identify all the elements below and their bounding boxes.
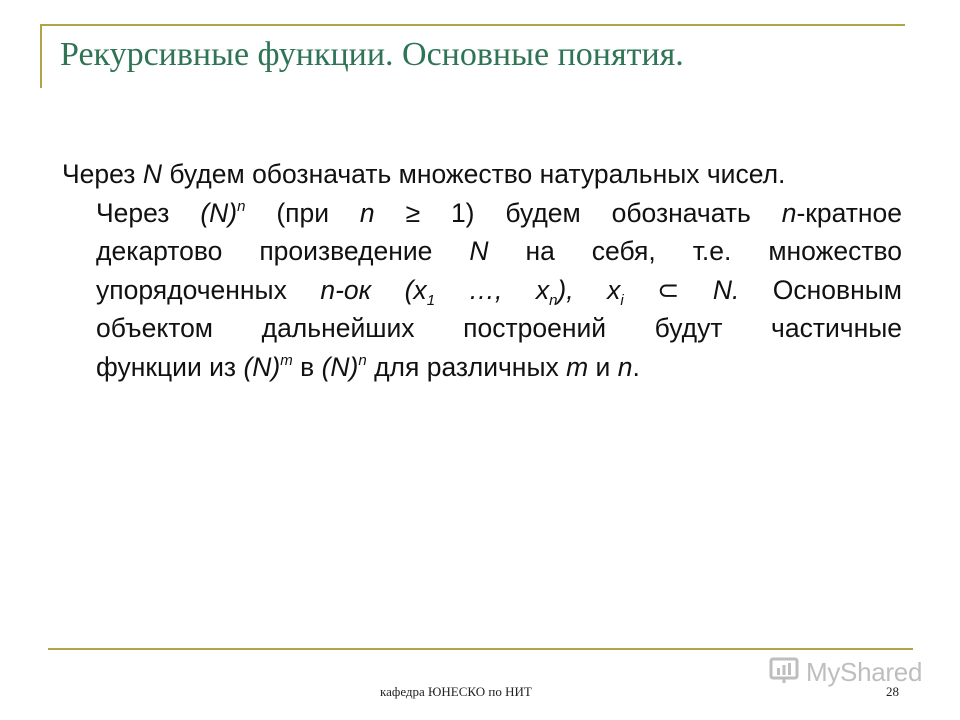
body-line-4	[62, 271, 902, 310]
subscript: 1	[426, 291, 436, 309]
top-rule	[40, 24, 905, 26]
body-line-3	[62, 232, 902, 271]
presentation-board-icon	[768, 655, 802, 690]
body-line-5: объектом дальнейших построений будут частичные	[96, 313, 902, 343]
slide-body	[62, 155, 902, 386]
math-symbol: (N)	[200, 197, 238, 228]
text: Основным	[739, 274, 902, 305]
superscript: n	[237, 197, 246, 215]
math-symbol: n	[359, 197, 375, 228]
watermark-text: MyShared	[806, 656, 923, 687]
text: -кратное	[796, 197, 902, 228]
text: на себя, т.е. множество	[488, 236, 902, 266]
geq-symbol: ≥	[374, 197, 451, 228]
math-expression: ), x	[557, 274, 621, 305]
math-symbol: n	[617, 351, 633, 382]
math-symbol: (N)	[243, 351, 281, 382]
slide-title: Рекурсивные функции. Основные понятия.	[60, 36, 684, 73]
math-symbol: (N)	[321, 351, 359, 382]
math-symbol: N.	[712, 274, 740, 305]
left-rule	[40, 24, 42, 88]
text: в	[292, 351, 322, 382]
subscript: i	[620, 291, 624, 309]
math-expression: n-ок (x	[320, 274, 427, 305]
math-symbol: n	[781, 197, 797, 228]
bottom-rule	[48, 648, 913, 650]
text: (при	[245, 197, 360, 228]
body-line-2	[62, 194, 902, 233]
superscript: n	[358, 351, 367, 369]
text: Через	[96, 197, 201, 228]
math-symbol: N	[142, 159, 162, 189]
text: для различных	[366, 351, 567, 382]
text: упорядоченных	[96, 274, 321, 305]
subscript: n	[549, 291, 558, 309]
superscript: m	[280, 351, 293, 369]
math-expression: …, x	[435, 274, 550, 305]
body-line-1	[62, 155, 902, 194]
text: 1) будем обозначать	[450, 197, 782, 228]
text: Через	[62, 159, 143, 189]
text: будем обозначать множество натуральных чисел.	[161, 159, 786, 189]
footer-department: кафедра ЮНЕСКО по НИТ	[380, 684, 532, 699]
page-number: 28	[886, 684, 899, 699]
text: .	[632, 351, 640, 382]
math-symbol: N	[469, 236, 489, 266]
watermark	[768, 655, 922, 689]
text: декартово произведение	[96, 236, 470, 266]
text: и	[588, 351, 618, 382]
body-line-6	[62, 348, 902, 387]
math-symbol: m	[566, 351, 589, 382]
text: функции из	[96, 351, 244, 382]
subset-symbol: ⊂	[623, 274, 713, 305]
